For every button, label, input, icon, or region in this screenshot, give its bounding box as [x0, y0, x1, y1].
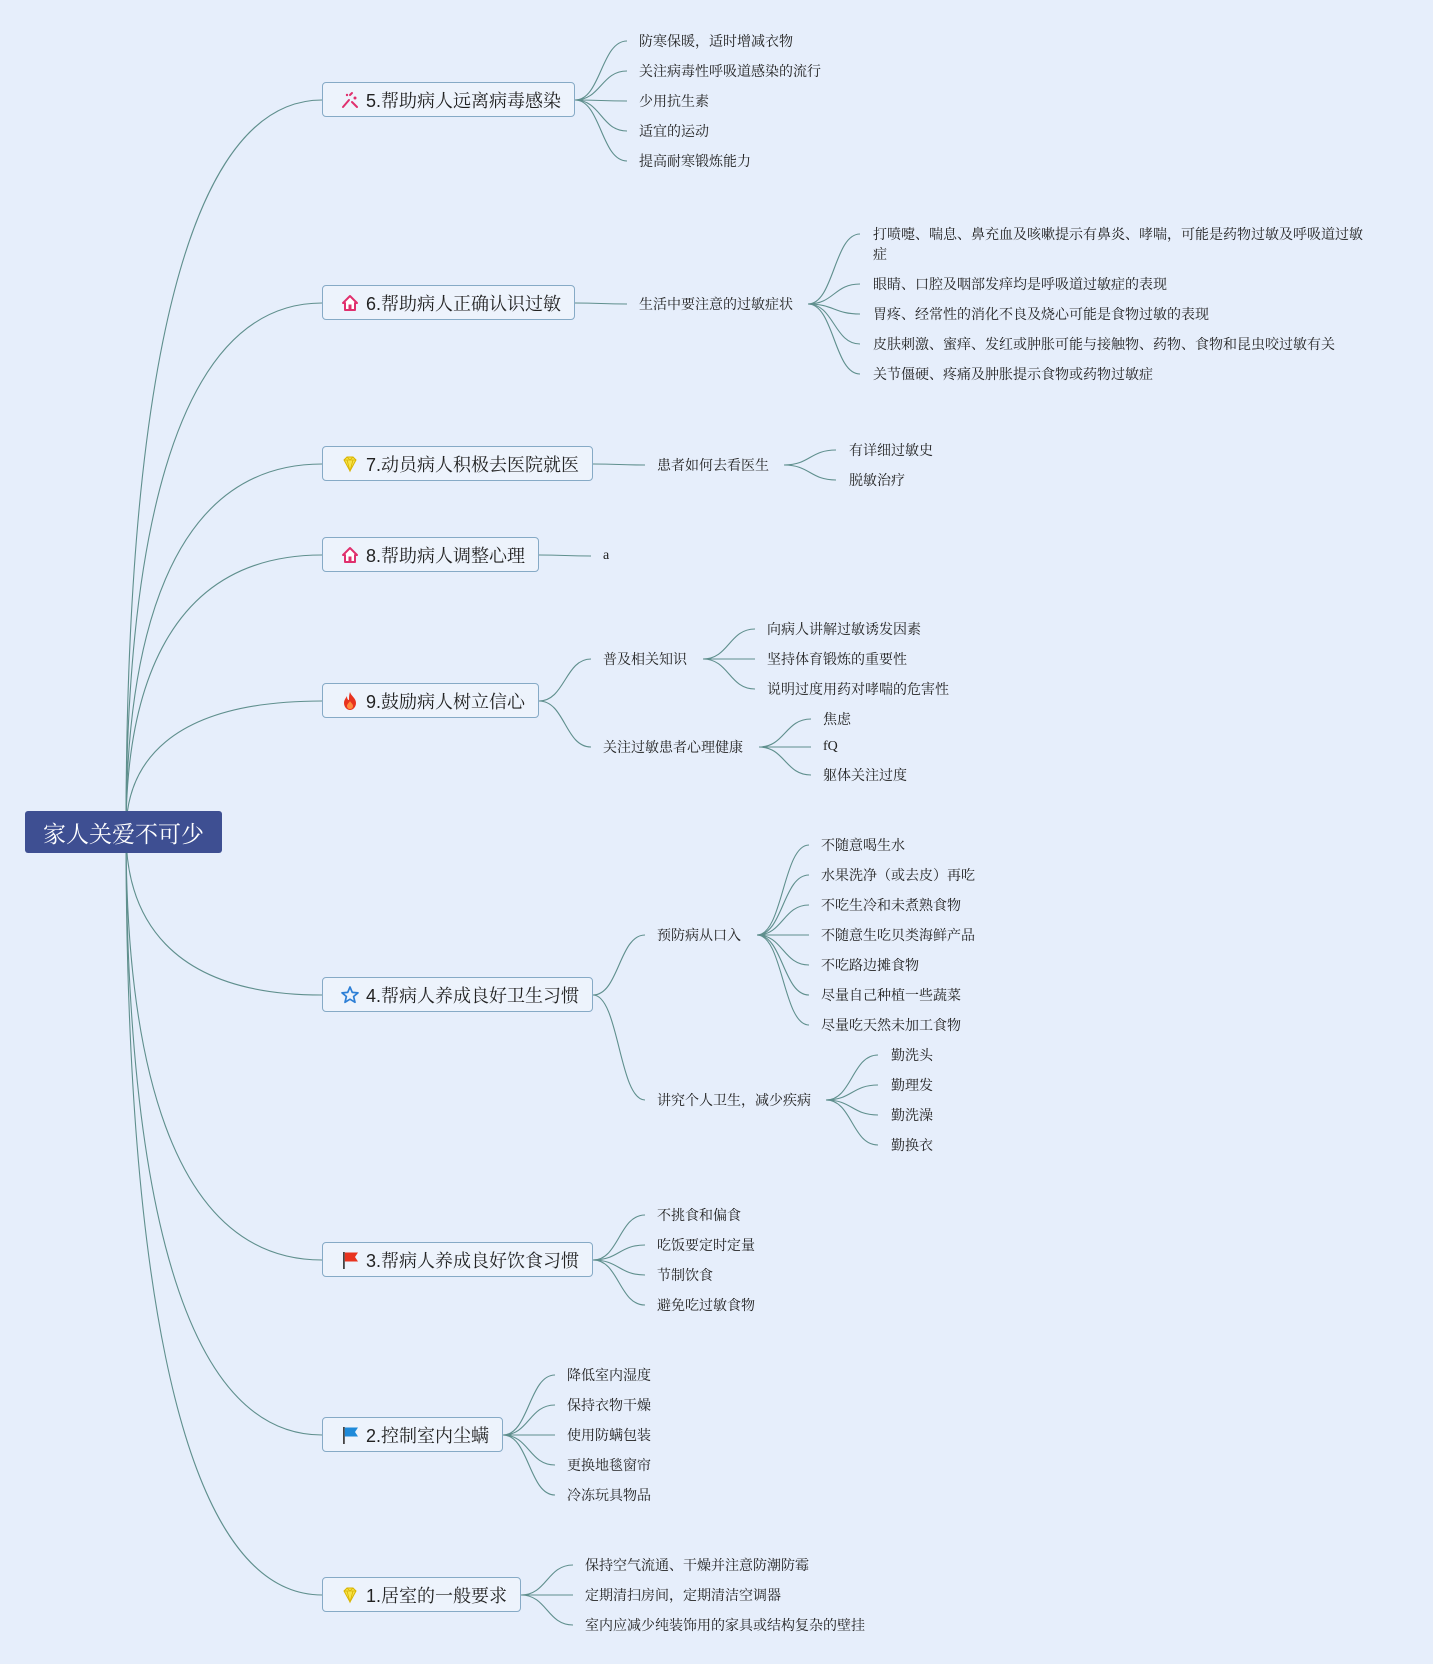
connector-line	[826, 1055, 878, 1100]
leaf-node[interactable]: 皮肤刺激、蜜痒、发红或肿胀可能与接触物、药物、食物和昆虫咬过敏有关	[873, 336, 1335, 352]
leaf-node[interactable]: 向病人讲解过敏诱发因素	[767, 621, 921, 637]
connector-line	[757, 935, 809, 995]
topic-dust-mites[interactable]	[322, 1417, 503, 1452]
leaf-node[interactable]: a	[603, 548, 610, 563]
connector-line	[503, 1435, 555, 1495]
connector-line	[126, 832, 322, 1595]
leaf-node[interactable]: 胃疼、经常性的消化不良及烧心可能是食物过敏的表现	[873, 306, 1209, 322]
connector-line	[808, 284, 860, 304]
leaf-node[interactable]: 节制饮食	[657, 1267, 713, 1283]
connector-line	[826, 1085, 878, 1100]
leaf-node[interactable]: 勤洗澡	[891, 1107, 933, 1123]
flame-icon	[339, 690, 361, 712]
connector-line	[593, 1260, 645, 1275]
connector-line	[759, 747, 811, 775]
connector-line	[593, 935, 645, 995]
leaf-node[interactable]: 尽量吃天然未加工食物	[821, 1017, 961, 1033]
blue-flag-icon	[339, 1424, 361, 1446]
leaf-node[interactable]: 降低室内湿度	[567, 1367, 651, 1383]
leaf-node[interactable]: 躯体关注过度	[823, 767, 907, 783]
topic-label: 9.鼓励病人树立信心	[366, 691, 526, 712]
connector-line	[808, 304, 860, 344]
leaf-node[interactable]: fQ	[823, 739, 838, 754]
leaf-node[interactable]: 不挑食和偏食	[657, 1207, 741, 1223]
topic-label: 1.居室的一般要求	[366, 1585, 508, 1606]
leaf-node[interactable]: 打喷嚏、喘息、鼻充血及咳嗽提示有鼻炎、哮喘，可能是药物过敏及呼吸道过敏症	[873, 226, 1363, 262]
leaf-node[interactable]: 少用抗生素	[639, 93, 709, 109]
connector-line	[759, 719, 811, 747]
connector-line	[539, 555, 591, 556]
leaf-node[interactable]: 不随意生吃贝类海鲜产品	[821, 927, 975, 943]
topic-label: 5.帮助病人远离病毒感染	[366, 90, 562, 111]
connector-line	[808, 304, 860, 314]
connector-line	[593, 995, 645, 1100]
leaf-node[interactable]: 脱敏治疗	[849, 472, 905, 488]
connector-line	[757, 935, 809, 965]
leaf-node[interactable]: 不吃路边摊食物	[821, 957, 919, 973]
topic-label: 4.帮病人养成良好卫生习惯	[366, 985, 580, 1006]
leaf-node[interactable]: 吃饭要定时定量	[657, 1237, 755, 1253]
diamond-icon	[339, 453, 361, 475]
connector-line	[575, 100, 627, 161]
connector-line	[521, 1595, 573, 1625]
leaf-node[interactable]: 适宜的运动	[639, 123, 709, 139]
topic-label: 3.帮病人养成良好饮食习惯	[366, 1250, 580, 1271]
connector-line	[126, 832, 322, 1435]
connector-line	[593, 1245, 645, 1260]
connector-line	[126, 464, 322, 832]
leaf-node[interactable]: 保持空气流通、干燥并注意防潮防霉	[585, 1557, 809, 1573]
topic-label: 2.控制室内尘螨	[366, 1425, 490, 1446]
leaf-node[interactable]: 防寒保暖，适时增减衣物	[639, 33, 793, 49]
connector-line	[521, 1565, 573, 1595]
connector-line	[126, 100, 322, 832]
subtopic-node[interactable]: 关注过敏患者心理健康	[603, 739, 743, 755]
leaf-node[interactable]: 尽量自己种植一些蔬菜	[821, 987, 961, 1003]
leaf-node[interactable]: 勤换衣	[891, 1137, 933, 1153]
leaf-node[interactable]: 关注病毒性呼吸道感染的流行	[639, 63, 821, 79]
leaf-node[interactable]: 定期清扫房间，定期清洁空调器	[585, 1587, 781, 1603]
leaf-node[interactable]: 水果洗净（或去皮）再吃	[821, 867, 975, 883]
topic-confidence[interactable]	[322, 683, 539, 718]
leaf-node[interactable]: 不吃生冷和未煮熟食物	[821, 897, 961, 913]
topic-label: 7.动员病人积极去医院就医	[366, 454, 580, 475]
leaf-node[interactable]: 勤洗头	[891, 1047, 933, 1063]
leaf-node[interactable]: 避免吃过敏食物	[657, 1297, 755, 1313]
subtopic-node[interactable]: 讲究个人卫生，减少疾病	[657, 1092, 811, 1108]
connector-line	[539, 659, 591, 701]
star-icon	[339, 984, 361, 1006]
connector-line	[126, 303, 322, 832]
topic-virus-prevention[interactable]	[322, 82, 575, 117]
leaf-node[interactable]: 室内应减少纯装饰用的家具或结构复杂的壁挂	[585, 1617, 865, 1633]
leaf-node[interactable]: 焦虑	[823, 711, 851, 727]
connector-line	[703, 629, 755, 659]
connector-line	[126, 832, 322, 995]
connector-line	[593, 1260, 645, 1305]
central-topic[interactable]	[25, 811, 222, 853]
leaf-node[interactable]: 关节僵硬、疼痛及肿胀提示食物或药物过敏症	[873, 366, 1153, 382]
connector-line	[784, 465, 836, 480]
connector-line	[575, 41, 627, 100]
leaf-node[interactable]: 坚持体育锻炼的重要性	[767, 651, 907, 667]
connector-line	[503, 1405, 555, 1435]
connector-line	[757, 935, 809, 1025]
connector-line	[503, 1435, 555, 1465]
connector-line	[757, 875, 809, 935]
connector-line	[126, 832, 322, 1260]
topic-home-requirements[interactable]	[322, 1577, 521, 1612]
subtopic-node[interactable]: 生活中要注意的过敏症状	[639, 296, 793, 312]
topic-label: 8.帮助病人调整心理	[366, 545, 526, 566]
leaf-node[interactable]: 使用防螨包装	[567, 1427, 651, 1443]
connector-line	[826, 1100, 878, 1115]
topic-allergy-awareness[interactable]	[322, 285, 575, 320]
leaf-node[interactable]: 冷冻玩具物品	[567, 1487, 651, 1503]
leaf-node[interactable]: 不随意喝生水	[821, 837, 905, 853]
leaf-node[interactable]: 保持衣物干燥	[567, 1397, 651, 1413]
topic-hospital-visit[interactable]	[322, 446, 593, 481]
leaf-node[interactable]: 提高耐寒锻炼能力	[639, 153, 751, 169]
leaf-node[interactable]: 说明过度用药对哮喘的危害性	[767, 681, 949, 697]
connector-line	[826, 1100, 878, 1145]
connector-line	[575, 71, 627, 100]
connector-line	[808, 304, 860, 374]
connector-line	[575, 100, 627, 131]
connector-line	[784, 450, 836, 465]
central-topic-label: 家人关爱不可少	[43, 820, 204, 847]
topic-diet-habits[interactable]	[322, 1242, 593, 1277]
connector-line	[757, 845, 809, 935]
topic-psychology[interactable]	[322, 537, 539, 572]
subtopic-node[interactable]: 患者如何去看医生	[657, 457, 769, 473]
topic-hygiene-habits[interactable]	[322, 977, 593, 1012]
connector-line	[593, 1215, 645, 1260]
leaf-node[interactable]: 更换地毯窗帘	[567, 1457, 651, 1473]
leaf-node[interactable]: 勤理发	[891, 1077, 933, 1093]
connector-line	[808, 234, 860, 304]
connector-line	[757, 905, 809, 935]
connector-line	[575, 303, 627, 304]
leaf-node[interactable]: 眼睛、口腔及咽部发痒均是呼吸道过敏症的表现	[873, 276, 1167, 292]
leaf-node[interactable]: 有详细过敏史	[849, 442, 933, 458]
house-icon	[339, 292, 361, 314]
topic-label: 6.帮助病人正确认识过敏	[366, 293, 562, 314]
subtopic-node[interactable]: 预防病从口入	[657, 927, 741, 943]
red-flag-icon	[339, 1249, 361, 1271]
virus-icon	[339, 89, 361, 111]
subtopic-node[interactable]: 普及相关知识	[603, 651, 687, 667]
connector-line	[503, 1375, 555, 1435]
connector-line	[575, 100, 627, 101]
connector-line	[126, 555, 322, 832]
house-icon	[339, 544, 361, 566]
diamond-icon	[339, 1584, 361, 1606]
connector-line	[703, 659, 755, 689]
connector-line	[593, 464, 645, 465]
connector-line	[539, 701, 591, 747]
